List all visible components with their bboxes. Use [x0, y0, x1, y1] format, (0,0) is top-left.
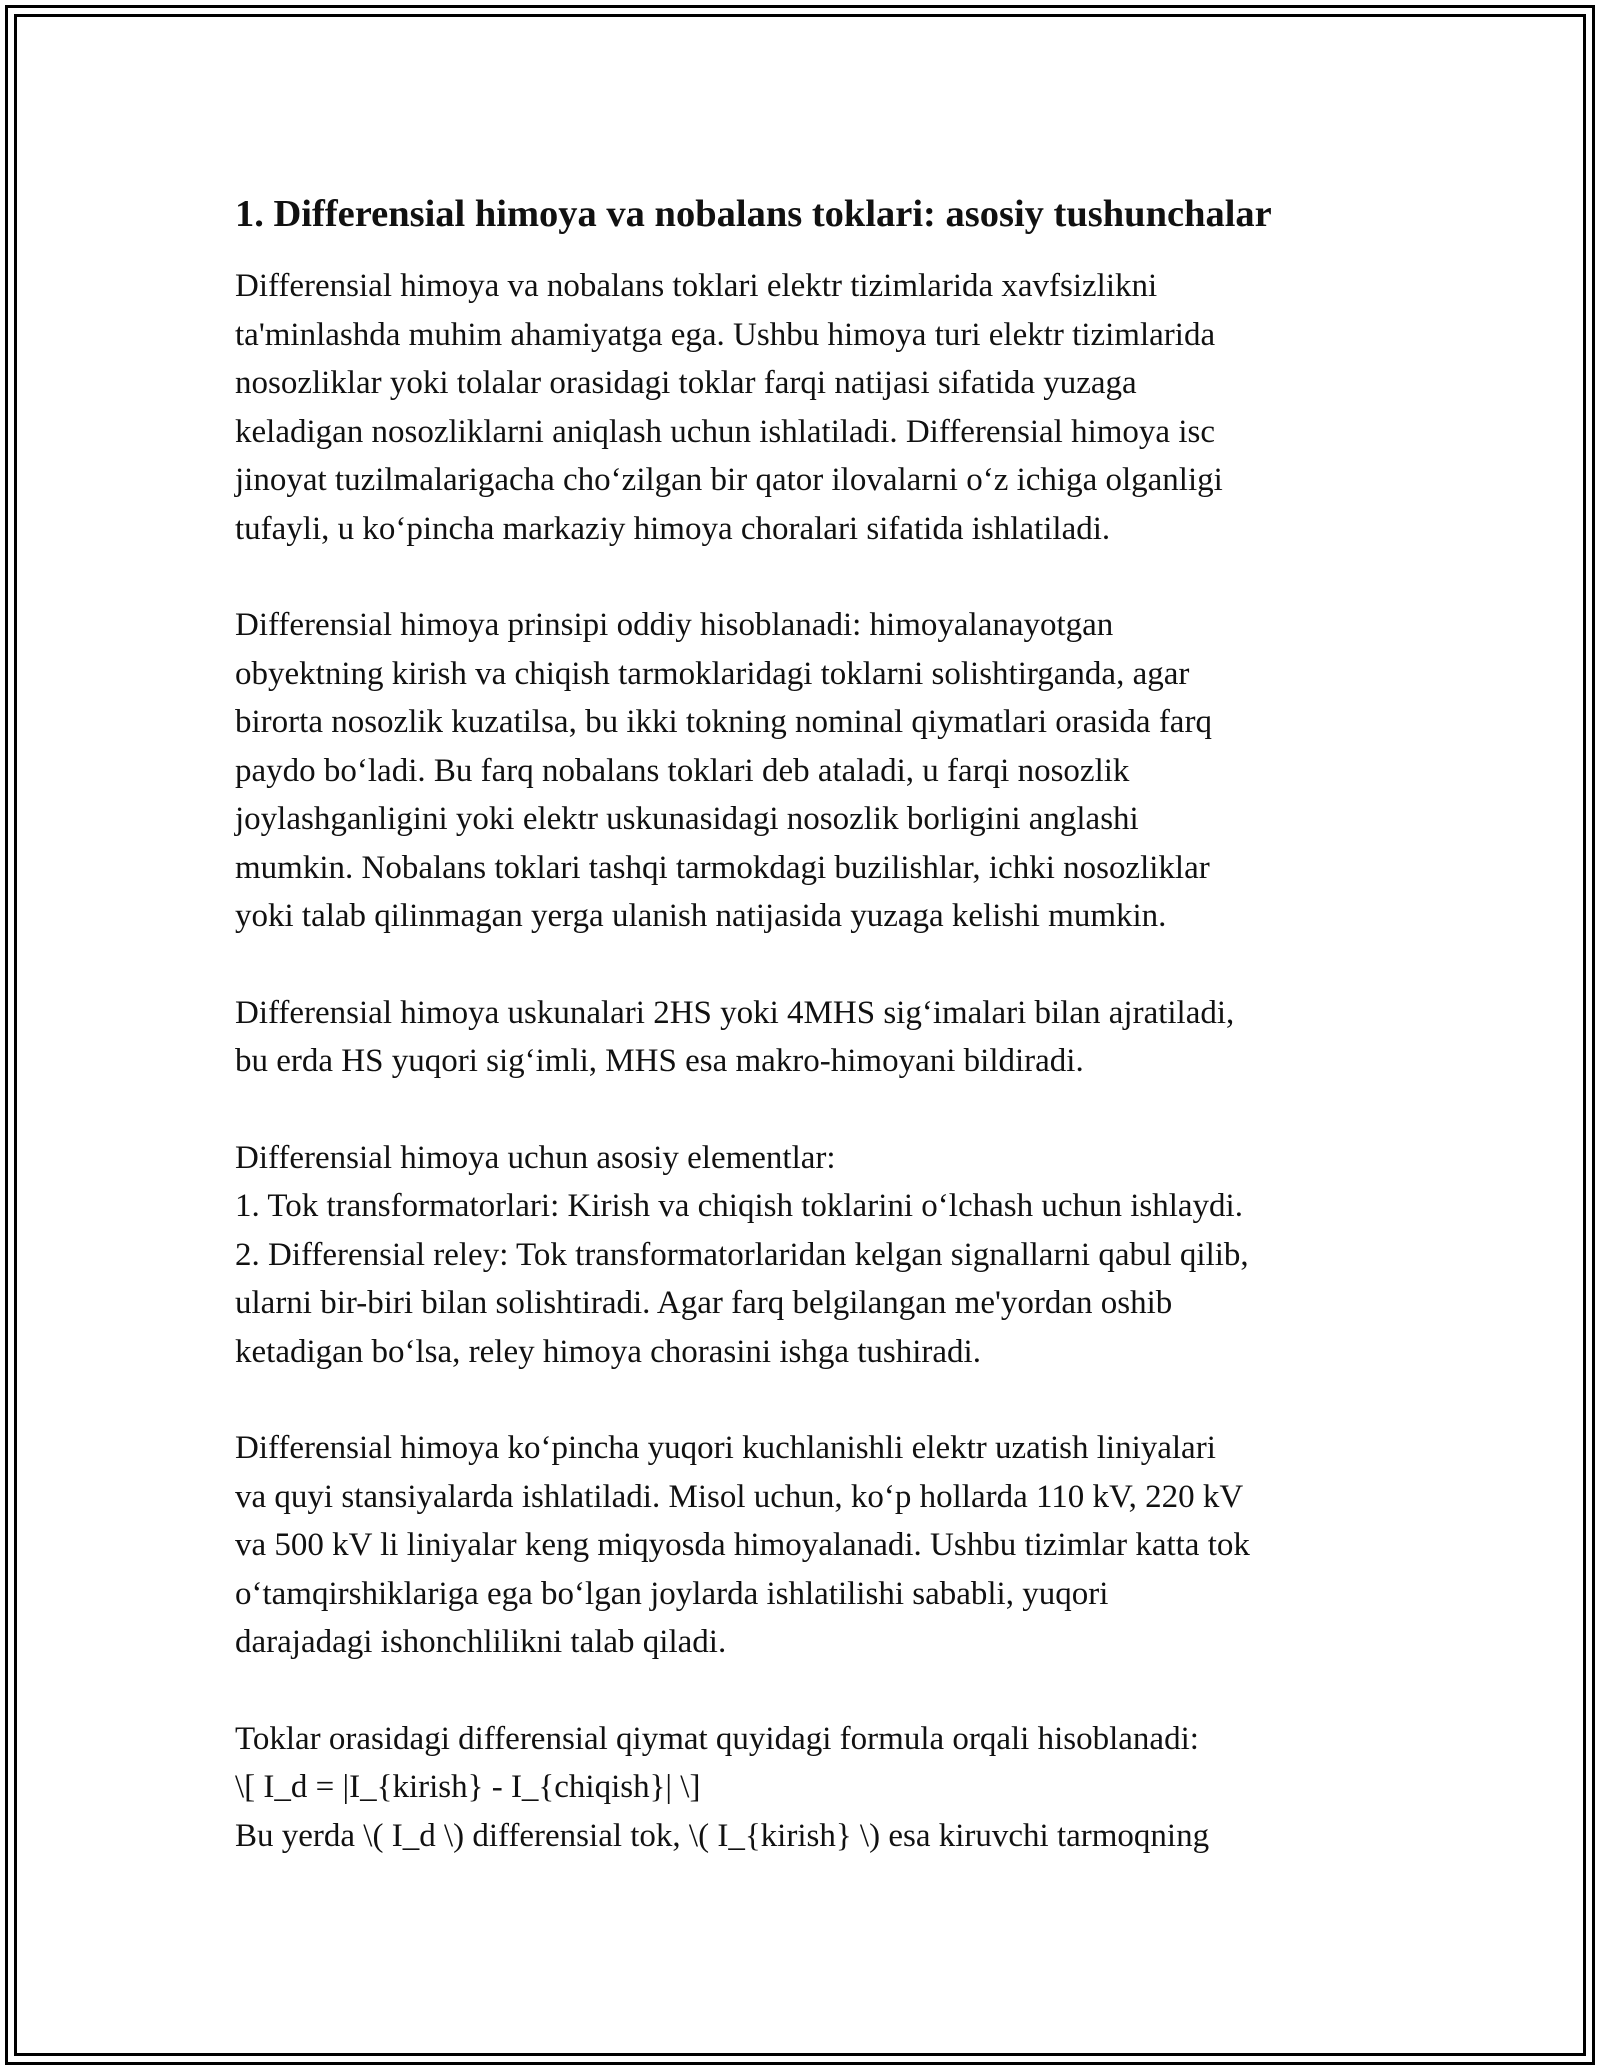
list-item: 1. Tok transformatorlari: Kirish va chiqish toklarini o‘lchash uchun ishlaydi.	[235, 1188, 1243, 1224]
paragraph-formula	[235, 1715, 1375, 1861]
text-line: o‘tamqirshiklariga ega bo‘lgan joylarda ishlatilishi sababli, yuqori	[235, 1575, 1109, 1612]
text-line: va 500 kV li liniyalar keng miqyosda himoyalanadi. Ushbu tizimlar katta tok	[235, 1527, 1250, 1563]
text-line: Differensial himoya ko‘pincha yuqori kuchlanishli elektr uzatish liniyalari	[235, 1430, 1216, 1466]
formula-line: \[ I_d = |I_{kirish} - I_{chiqish}| \]	[235, 1769, 701, 1805]
text-line: Toklar orasidagi differensial qiymat quyidagi formula orqali hisoblanadi:	[235, 1720, 1199, 1757]
text-line: Bu yerda \( I_d \) differensial tok, \( I_{kirish} \) esa kiruvchi tarmoqning	[235, 1817, 1210, 1854]
paragraph-principle	[235, 601, 1375, 941]
list-item: 2. Differensial reley: Tok transformatorlaridan kelgan signallarni qabul qilib,	[235, 1236, 1249, 1273]
text-line: Differensial himoya va nobalans toklari elektr tizimlarida xavfsizlikni	[235, 268, 1158, 304]
text-line: darajadagi ishonchlilikni talab qiladi.	[235, 1624, 727, 1660]
text-line: bu erda HS yuqori sig‘imli, MHS esa makro-himoyani bildiradi.	[235, 1043, 1084, 1079]
text-line: ularni bir-biri bilan solishtiradi. Agar farq belgilangan me'yordan oshib	[235, 1285, 1173, 1321]
text-line: joylashganligini yoki elektr uskunasidagi nosozlik borligini anglashi	[235, 801, 1139, 837]
text-line: ketadigan bo‘lsa, reley himoya chorasini ishga tushiradi.	[235, 1333, 981, 1370]
text-line: Differensial himoya uchun asosiy elementlar:	[235, 1139, 836, 1176]
text-line: va quyi stansiyalarda ishlatiladi. Misol uchun, ko‘p hollarda 110 kV, 220 kV	[235, 1478, 1244, 1515]
text-line: ta'minlashda muhim ahamiyatga ega. Ushbu himoya turi elektr tizimlarida	[235, 316, 1216, 353]
text-line: keladigan nosozliklarni aniqlash uchun ishlatiladi. Differensial himoya isc	[235, 413, 1215, 450]
text-line: nosozliklar yoki tolalar orasidagi toklar farqi natijasi sifatida yuzaga	[235, 365, 1137, 401]
document-body	[235, 186, 1375, 1908]
text-line: Differensial himoya uskunalari 2HS yoki 4MHS sig‘imalari bilan ajratiladi,	[235, 994, 1235, 1031]
text-line: mumkin. Nobalans toklari tashqi tarmokdagi buzilishlar, ichki nosozliklar	[235, 849, 1210, 886]
text-line: paydo bo‘ladi. Bu farq nobalans toklari deb ataladi, u farqi nosozlik	[235, 752, 1130, 789]
text-line: tufayli, u ko‘pincha markaziy himoya choralari sifatida ishlatiladi.	[235, 510, 1111, 547]
paragraph-equipment	[235, 989, 1375, 1086]
paragraph-elements	[235, 1134, 1375, 1377]
text-line: yoki talab qilinmagan yerga ulanish natijasida yuzaga kelishi mumkin.	[235, 898, 1167, 934]
text-line: jinoyat tuzilmalarigacha cho‘zilgan bir qator ilovalarni o‘z ichiga olganligi	[235, 462, 1223, 498]
paragraph-intro	[235, 262, 1375, 553]
text-line: birorta nosozlik kuzatilsa, bu ikki tokning nominal qiymatlari orasida farq	[235, 704, 1212, 740]
paragraph-applications	[235, 1424, 1375, 1667]
document-title: 1. Differensial himoya va nobalans toklari: asosiy tushunchalar	[235, 193, 1272, 235]
text-line: Differensial himoya prinsipi oddiy hisoblanadi: himoyalanayotgan	[235, 607, 1114, 643]
text-line: obyektning kirish va chiqish tarmoklaridagi toklarni solishtirganda, agar	[235, 655, 1190, 692]
